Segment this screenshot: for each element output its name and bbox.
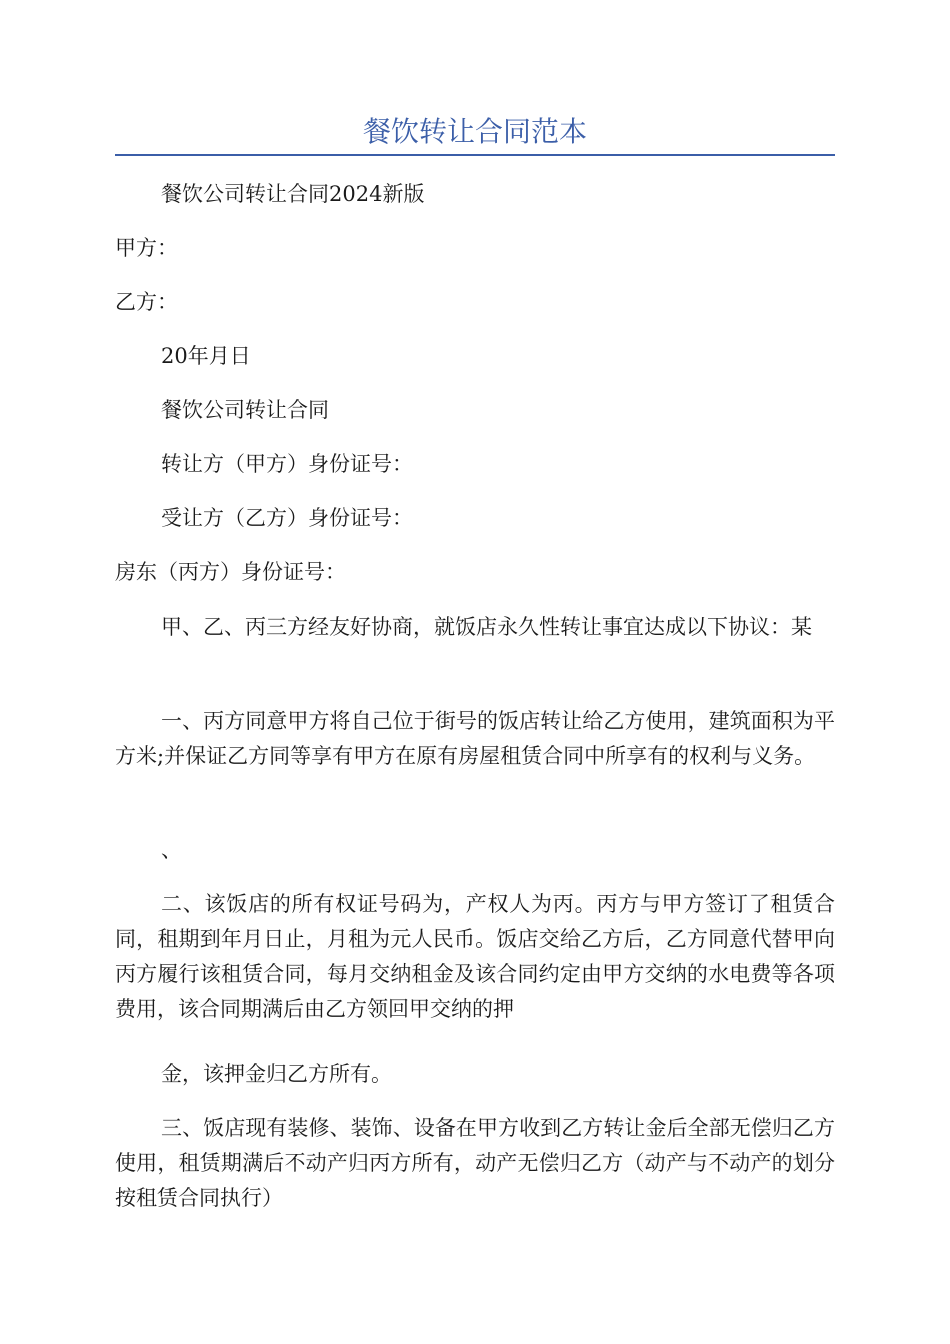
subtitle-paragraph: 餐饮公司转让合同2024新版 bbox=[161, 182, 425, 206]
separator-mark: 、 bbox=[161, 838, 182, 862]
contract-heading: 餐饮公司转让合同 bbox=[161, 398, 329, 422]
transferee-id-line: 受让方（乙方）身份证号： bbox=[161, 506, 413, 530]
clause-three-paragraph: 三、饭店现有装修、装饰、设备在甲方收到乙方转让金后全部无偿归乙方使用，租赁期满后不动产归丙方所有，动产无偿归乙方（动产与不动产的划分按租赁合同执行） bbox=[115, 1116, 835, 1210]
party-b-line: 乙方： bbox=[115, 290, 178, 314]
clause-two-paragraph: 二、该饭店的所有权证号码为，产权人为丙。丙方与甲方签订了租赁合同，租期到年月日止，月租为元人民币。饭店交给乙方后，乙方同意代替甲向丙方履行该租赁合同，每月交纳租金及该合同约定由甲方交纳的水电费等各项费用，该合同期满后由乙方领回甲交纳的押 bbox=[115, 892, 835, 1021]
landlord-id-line: 房东（丙方）身份证号： bbox=[115, 560, 346, 584]
agreement-intro-paragraph: 甲、乙、丙三方经友好协商，就饭店永久性转让事宜达成以下协议：某 bbox=[161, 615, 812, 639]
date-line: 20年月日 bbox=[161, 344, 251, 368]
party-a-line: 甲方： bbox=[115, 236, 178, 260]
title-underline bbox=[115, 154, 835, 156]
transferor-id-line: 转让方（甲方）身份证号： bbox=[161, 452, 413, 476]
clause-two-continuation: 金，该押金归乙方所有。 bbox=[161, 1062, 392, 1086]
document-title: 餐饮转让合同范本 bbox=[362, 115, 587, 148]
clause-one-paragraph: 一、丙方同意甲方将自己位于街号的饭店转让给乙方使用，建筑面积为平方米;并保证乙方同等享有甲方在原有房屋租赁合同中所享有的权利与义务。 bbox=[115, 709, 835, 768]
